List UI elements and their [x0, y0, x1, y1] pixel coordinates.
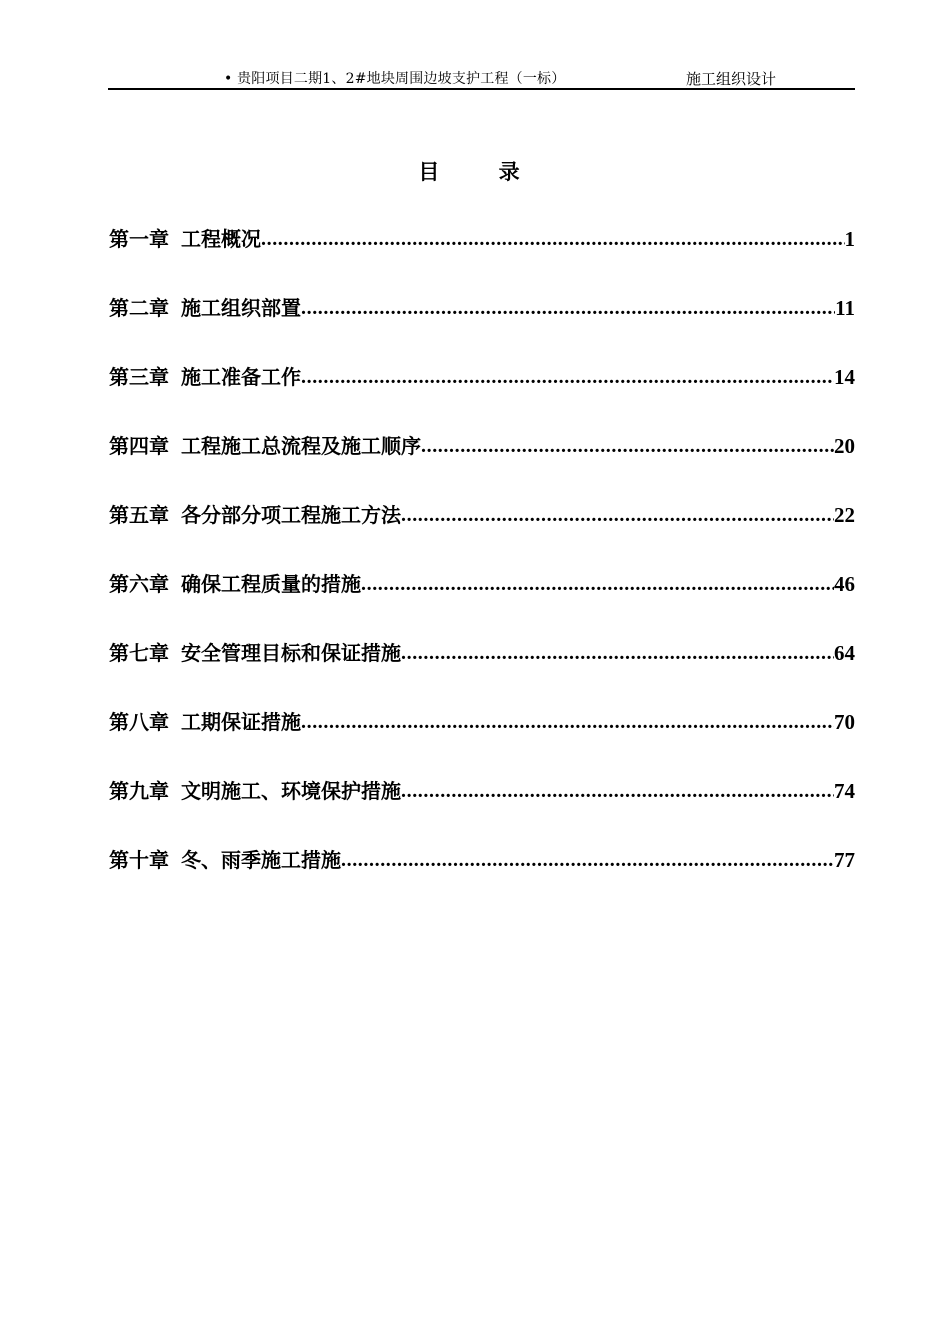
toc-dot-leader [301, 291, 835, 325]
toc-entry-chapter-3[interactable] [109, 360, 855, 429]
toc-chapter-title: 安全管理目标和保证措施 [181, 641, 401, 665]
toc-entry-chapter-8[interactable] [109, 705, 855, 774]
toc-entry-chapter-7[interactable] [109, 636, 855, 705]
toc-entry-chapter-10[interactable] [109, 843, 855, 912]
toc-dot-leader [401, 636, 834, 670]
toc-dot-leader [301, 705, 834, 739]
toc-chapter-number: 第六章 [109, 572, 169, 596]
toc-chapter-title: 文明施工、环境保护措施 [181, 779, 401, 803]
toc-dot-leader [401, 774, 834, 808]
table-of-contents [109, 222, 855, 912]
toc-chapter-title: 工程施工总流程及施工顺序 [181, 434, 421, 458]
header-project-title: • 贵阳项目二期1、2#地块周围边坡支护工程（一标） [224, 71, 566, 87]
header-document-type: 施工组织设计 [686, 70, 777, 88]
toc-chapter-number: 第八章 [109, 710, 169, 734]
toc-page-number: 22 [834, 503, 855, 527]
toc-page-number: 1 [844, 227, 855, 251]
toc-title: 目 录 [418, 160, 546, 184]
toc-page-number: 46 [834, 572, 855, 596]
toc-dot-leader [261, 222, 845, 256]
toc-chapter-number: 第九章 [109, 779, 169, 803]
toc-chapter-title: 施工准备工作 [181, 365, 301, 389]
toc-dot-leader [301, 360, 834, 394]
toc-chapter-number: 第五章 [109, 503, 169, 527]
toc-dot-leader [341, 843, 834, 877]
toc-entry-chapter-9[interactable] [109, 774, 855, 843]
toc-entry-chapter-6[interactable] [109, 567, 855, 636]
page-header [108, 66, 855, 90]
toc-chapter-title: 各分部分项工程施工方法 [181, 503, 401, 527]
toc-chapter-title: 确保工程质量的措施 [181, 572, 361, 596]
toc-entry-chapter-4[interactable] [109, 429, 855, 498]
toc-page-number: 70 [834, 710, 855, 734]
toc-page-number: 74 [834, 779, 855, 803]
toc-dot-leader [401, 498, 834, 532]
toc-page-number: 20 [834, 434, 855, 458]
toc-page-number: 64 [834, 641, 855, 665]
toc-chapter-number: 第七章 [109, 641, 169, 665]
toc-chapter-title: 工期保证措施 [181, 710, 301, 734]
toc-chapter-number: 第十章 [109, 848, 169, 872]
toc-page-number: 14 [834, 365, 855, 389]
toc-chapter-number: 第一章 [109, 227, 169, 251]
toc-dot-leader [361, 567, 834, 601]
toc-page-number: 77 [834, 848, 855, 872]
toc-entry-chapter-1[interactable] [109, 222, 855, 291]
toc-chapter-number: 第三章 [109, 365, 169, 389]
toc-chapter-number: 第四章 [109, 434, 169, 458]
toc-page-number: 11 [835, 296, 855, 320]
toc-chapter-title: 施工组织部置 [181, 296, 301, 320]
toc-chapter-title: 冬、雨季施工措施 [181, 848, 341, 872]
toc-entry-chapter-5[interactable] [109, 498, 855, 567]
toc-chapter-number: 第二章 [109, 296, 169, 320]
toc-dot-leader [421, 429, 834, 463]
toc-chapter-title: 工程概况 [181, 227, 261, 251]
toc-entry-chapter-2[interactable] [109, 291, 855, 360]
